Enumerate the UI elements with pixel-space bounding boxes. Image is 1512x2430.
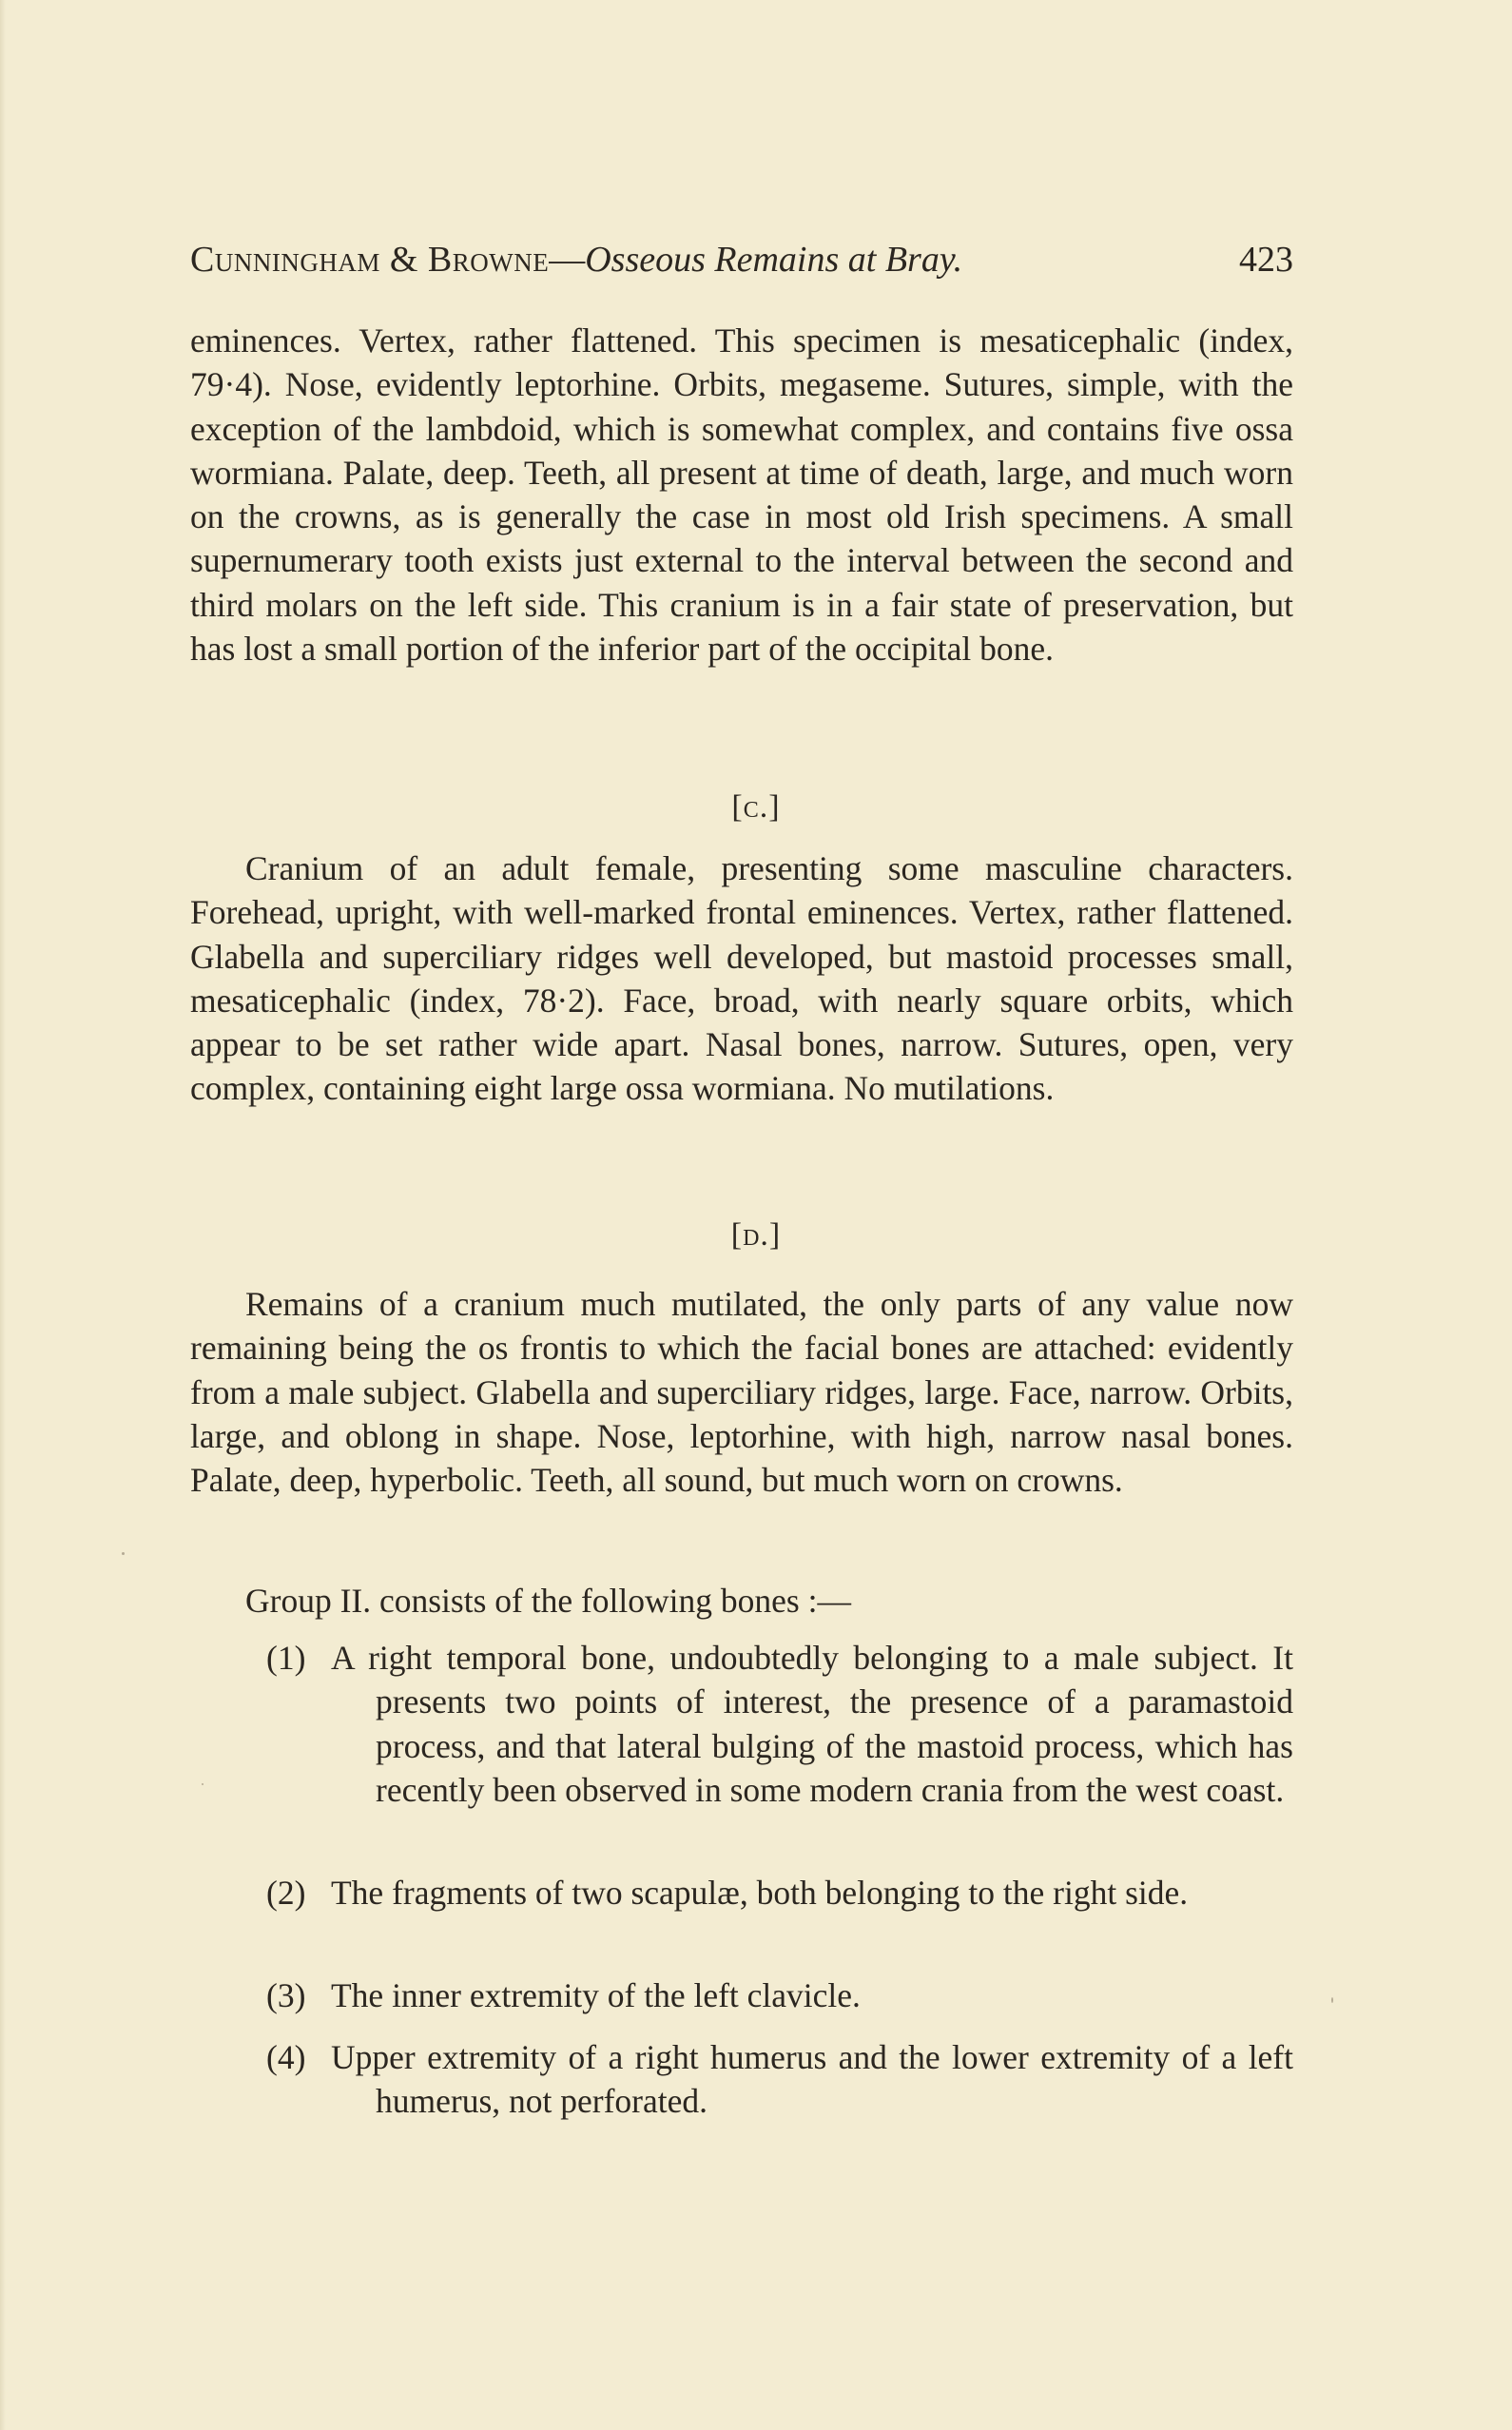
list-item [190, 2035, 1293, 2124]
list-item [190, 1973, 1293, 2017]
running-head-authors: Cunningham & Browne [190, 240, 550, 280]
running-head-title: Osseous Remains at Bray. [585, 240, 963, 280]
list-number: (2) [266, 1874, 306, 1912]
section-label-c: [c.] [731, 789, 781, 825]
section-label-d: [d.] [730, 1217, 782, 1253]
list-text: A right temporal bone, undoubtedly belonging to a male subject. It presents two points of interest, the presence of a paramastoid process, and that lateral bulging of the mastoid process, which has recently been observed in some modern crania from the west coast. [331, 1639, 1293, 1809]
group-intro [190, 1579, 1293, 1623]
paper-speck [122, 1552, 125, 1555]
list-number: (1) [266, 1639, 306, 1677]
list-number: (4) [266, 2038, 306, 2076]
page-number: 423 [1239, 240, 1293, 280]
list-item [190, 1636, 1293, 1812]
paragraph-d-text: Remains of a cranium much mutilated, the only parts of any value now remaining being the os frontis to which the facial bones are attached: evidently from a male subject. Glabella and superciliary ridges, large. Face, narrow. Orbits, large, and oblong in shape. Nose, leptorhine, with high, narrow nasal bones. Palate, deep, hyperbolic. Teeth, all sound, but much worn on crowns. [190, 1285, 1293, 1500]
group-intro-text: Group II. consists of the following bones :— [245, 1582, 851, 1620]
list-item [190, 1871, 1293, 1915]
list-text: Upper extremity of a right humerus and the lower extremity of a left humerus, not perforated. [331, 2038, 1293, 2121]
paragraph-c-text: Cranium of an adult female, presenting some masculine characters. Forehead, upright, with well-marked frontal eminences. Vertex, rather flattened. Glabella and superciliary ridges well developed, but mastoid processes small, mesaticephalic (index, 78·2). Face, broad, with nearly square orbits, which appear to be set rather wide apart. Nasal bones, narrow. Sutures, open, very complex, containing eight large ossa wormiana. No mutilations. [190, 849, 1293, 1108]
list-number: (3) [266, 1976, 306, 2014]
paragraph-c [190, 846, 1293, 1111]
paper-speck [202, 1783, 204, 1785]
paragraph-continued-text: eminences. Vertex, rather flattened. This specimen is mesaticephalic (index, 79·4). Nose, evidently leptorhine. Orbits, megaseme. Sutures, simple, with the exception of the lambdoid, which is somewhat complex, and contains five ossa wormiana. Palate, deep. Teeth, all present at time of death, large, and much worn on the crowns, as is generally the case in most old Irish specimens. A small supernumerary tooth exists just external to the interval between the second and third molars on the left side. This cranium is in a fair state of preservation, but has lost a small portion of the inferior part of the occipital bone. [190, 321, 1293, 669]
paragraph-d [190, 1282, 1293, 1502]
page-edge [0, 0, 6, 2430]
paper-speck [1331, 1997, 1333, 2003]
running-head [190, 226, 1293, 293]
list-text: The fragments of two scapulæ, both belonging to the right side. [331, 1874, 1189, 1912]
paragraph-continued [190, 319, 1293, 671]
list-text: The inner extremity of the left clavicle. [331, 1976, 861, 2014]
running-head-dash: — [549, 240, 586, 280]
